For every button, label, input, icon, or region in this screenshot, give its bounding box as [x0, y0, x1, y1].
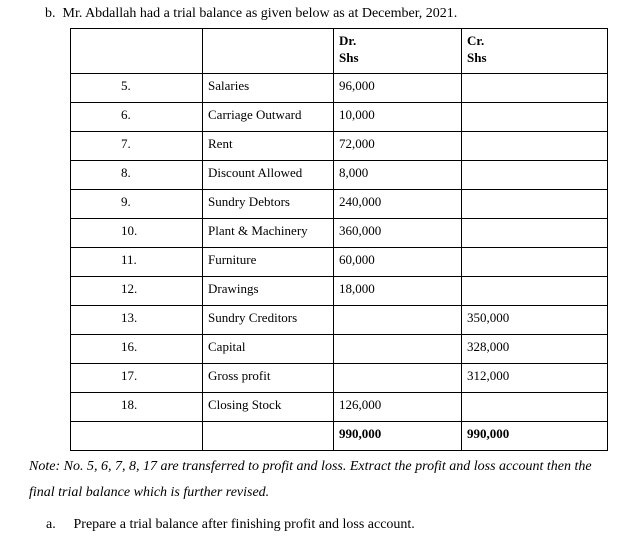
row-number: 12. — [121, 281, 138, 296]
total-dr-value: 990,000 — [339, 426, 382, 441]
row-number-cell — [71, 190, 203, 219]
credit-amount: 312,000 — [467, 368, 510, 383]
account-name: Drawings — [208, 281, 259, 296]
row-number: 13. — [121, 310, 138, 325]
credit-amount — [462, 219, 607, 223]
credit-amount: 350,000 — [467, 310, 510, 325]
task-instruction — [46, 517, 415, 533]
debit-amount: 10,000 — [339, 107, 375, 122]
debit-amount-cell — [334, 364, 462, 393]
table-row — [71, 277, 608, 306]
account-name: Closing Stock — [208, 397, 282, 412]
debit-amount — [334, 306, 461, 310]
debit-amount-cell — [334, 248, 462, 277]
row-number-cell — [71, 132, 203, 161]
credit-amount-cell — [462, 393, 608, 422]
debit-amount: 60,000 — [339, 252, 375, 267]
debit-amount-cell — [334, 306, 462, 335]
account-name-cell — [203, 335, 334, 364]
row-number: 7. — [121, 136, 131, 151]
totals-cr-cell — [462, 422, 608, 451]
header-cr-cell — [462, 29, 608, 74]
table-row — [71, 248, 608, 277]
account-name: Furniture — [208, 252, 257, 267]
table-row — [71, 219, 608, 248]
dr-unit: Shs — [339, 50, 359, 65]
debit-amount-cell — [334, 132, 462, 161]
credit-amount-cell — [462, 161, 608, 190]
table-row — [71, 393, 608, 422]
trial-balance-table — [70, 28, 608, 451]
totals-account-cell — [203, 422, 334, 451]
account-name: Rent — [208, 136, 233, 151]
debit-amount: 72,000 — [339, 136, 375, 151]
note-text: Note: No. 5, 6, 7, 8, 17 are transferred to profit and loss. Extract the profit and loss account then the final trial balance which is further revised. — [29, 459, 592, 500]
row-number: 11. — [121, 252, 137, 267]
account-name: Gross profit — [208, 368, 271, 383]
account-name-cell — [203, 103, 334, 132]
header-dr-cell — [334, 29, 462, 74]
credit-amount — [462, 277, 607, 281]
credit-amount — [462, 103, 607, 107]
debit-amount-cell — [334, 74, 462, 103]
credit-amount — [462, 132, 607, 136]
row-number-cell — [71, 248, 203, 277]
account-name: Salaries — [208, 78, 250, 93]
header-no-cell — [71, 29, 203, 74]
row-number: 6. — [121, 107, 131, 122]
task-text: Prepare a trial balance after finishing profit and loss account. — [73, 517, 415, 532]
debit-amount: 18,000 — [339, 281, 375, 296]
row-number-cell — [71, 364, 203, 393]
credit-amount-cell — [462, 248, 608, 277]
debit-amount-cell — [334, 103, 462, 132]
row-number: 16. — [121, 339, 138, 354]
account-name-cell — [203, 161, 334, 190]
cr-label: Cr. — [467, 33, 485, 48]
credit-amount-cell — [462, 190, 608, 219]
row-number-cell — [71, 335, 203, 364]
debit-amount: 240,000 — [339, 194, 382, 209]
debit-amount — [334, 364, 461, 368]
debit-amount-cell — [334, 190, 462, 219]
row-number-cell — [71, 393, 203, 422]
credit-amount-cell — [462, 219, 608, 248]
credit-amount: 328,000 — [467, 339, 510, 354]
account-name: Sundry Creditors — [208, 310, 298, 325]
totals-no-cell — [71, 422, 203, 451]
table-row — [71, 190, 608, 219]
total-cr-value: 990,000 — [467, 426, 510, 441]
account-name-cell — [203, 306, 334, 335]
row-number: 5. — [121, 78, 131, 93]
credit-amount-cell — [462, 74, 608, 103]
debit-amount-cell — [334, 277, 462, 306]
table-row — [71, 103, 608, 132]
credit-amount-cell — [462, 103, 608, 132]
account-name: Carriage Outward — [208, 107, 302, 122]
credit-amount — [462, 190, 607, 194]
row-number-cell — [71, 161, 203, 190]
credit-amount — [462, 393, 607, 397]
table-row — [71, 132, 608, 161]
table-row — [71, 161, 608, 190]
table-row — [71, 364, 608, 393]
credit-amount-cell — [462, 335, 608, 364]
account-name: Sundry Debtors — [208, 194, 290, 209]
account-name-cell — [203, 277, 334, 306]
debit-amount — [334, 335, 461, 339]
question-heading — [45, 6, 457, 22]
credit-amount-cell — [462, 306, 608, 335]
totals-row — [71, 422, 608, 451]
account-name-cell — [203, 364, 334, 393]
debit-amount-cell — [334, 219, 462, 248]
row-number-cell — [71, 219, 203, 248]
credit-amount-cell — [462, 132, 608, 161]
row-number-cell — [71, 103, 203, 132]
account-name-cell — [203, 74, 334, 103]
debit-amount: 8,000 — [339, 165, 369, 180]
row-number-cell — [71, 74, 203, 103]
row-number: 18. — [121, 397, 138, 412]
dr-label: Dr. — [339, 33, 357, 48]
account-name: Discount Allowed — [208, 165, 303, 180]
table-row — [71, 74, 608, 103]
credit-amount-cell — [462, 364, 608, 393]
debit-amount: 126,000 — [339, 397, 382, 412]
debit-amount: 360,000 — [339, 223, 382, 238]
question-text: Mr. Abdallah had a trial balance as given below as at December, 2021. — [62, 6, 458, 21]
table-row — [71, 335, 608, 364]
debit-amount: 96,000 — [339, 78, 375, 93]
row-number: 17. — [121, 368, 138, 383]
account-name-cell — [203, 219, 334, 248]
question-label: b. — [45, 6, 56, 21]
totals-dr-cell — [334, 422, 462, 451]
account-name-cell — [203, 190, 334, 219]
debit-amount-cell — [334, 393, 462, 422]
credit-amount — [462, 248, 607, 252]
row-number: 9. — [121, 194, 131, 209]
credit-amount-cell — [462, 277, 608, 306]
debit-amount-cell — [334, 335, 462, 364]
credit-amount — [462, 161, 607, 165]
table-row — [71, 306, 608, 335]
account-name: Capital — [208, 339, 246, 354]
table-header-row — [71, 29, 608, 74]
debit-amount-cell — [334, 161, 462, 190]
account-name: Plant & Machinery — [208, 223, 308, 238]
account-name-cell — [203, 393, 334, 422]
cr-unit: Shs — [467, 50, 487, 65]
row-number-cell — [71, 306, 203, 335]
account-name-cell — [203, 132, 334, 161]
task-label: a. — [46, 517, 56, 532]
row-number: 10. — [121, 223, 138, 238]
row-number: 8. — [121, 165, 131, 180]
row-number-cell — [71, 277, 203, 306]
account-name-cell — [203, 248, 334, 277]
credit-amount — [462, 74, 607, 78]
header-account-cell — [203, 29, 334, 74]
